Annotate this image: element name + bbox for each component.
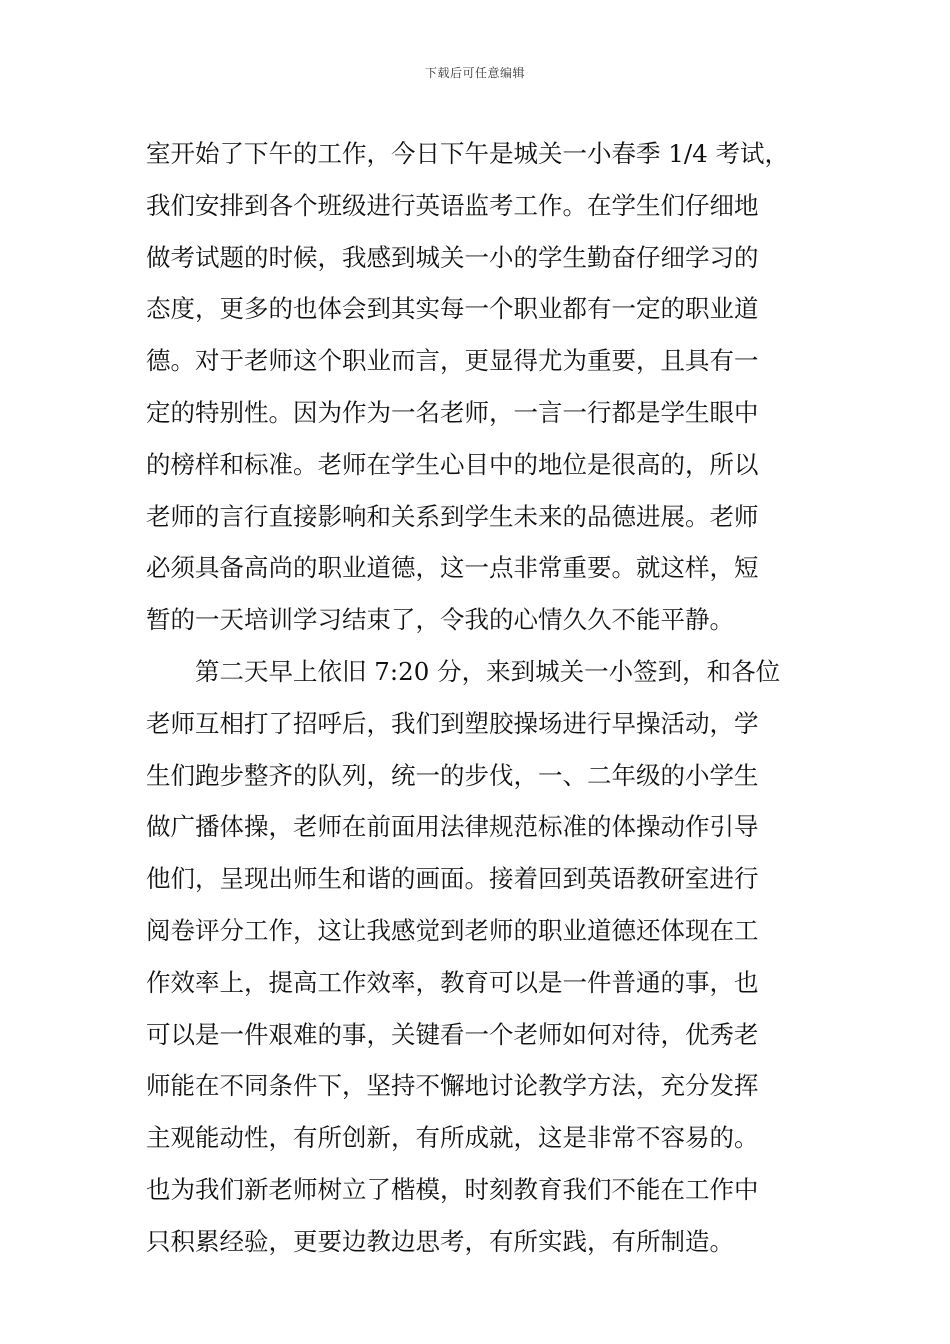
page-header-note: 下载后可任意编辑 [424,66,525,80]
text-line: 作效率上，提高工作效率，教育可以是一件普通的事，也 [146,967,759,997]
text-line: 做广播体操，老师在前面用法律规范标准的体操动作引导 [146,812,759,842]
text-line: 我们安排到各个班级进行英语监考工作。在学生们仔细地 [146,190,759,220]
text-line: 老师的言行直接影响和关系到学生未来的品德进展。老师 [146,501,759,531]
text-line: 师能在不同条件下，坚持不懈地讨论教学方法，充分发挥 [146,1071,759,1101]
text-line: 只积累经验，更要边教边思考，有所实践，有所制造。 [146,1226,734,1256]
text-line: 阅卷评分工作，这让我感觉到老师的职业道德还体现在工 [146,915,759,945]
text-line: 可以是一件艰难的事，关键看一个老师如何对待，优秀老 [146,1019,759,1049]
text-line: 他们，呈现出师生和谐的画面。接着回到英语教研室进行 [146,864,759,894]
text-line: 的榜样和标准。老师在学生心目中的地位是很高的，所以 [146,449,759,479]
text-line: 主观能动性，有所创新，有所成就，这是非常不容易的。 [146,1123,759,1153]
document-body [146,128,806,1268]
text-line: 态度，更多的也体会到其实每一个职业都有一定的职业道 [146,294,759,324]
text-line: 定的特别性。因为作为一名老师，一言一行都是学生眼中 [146,397,759,427]
text-line: 暂的一天培训学习结束了，令我的心情久久不能平静。 [146,605,734,635]
paragraph-start-line: 第二天早上依旧 7:20 分，来到城关一小签到，和各位 [195,656,781,686]
text-line: 德。对于老师这个职业而言，更显得尤为重要，且具有一 [146,346,759,376]
text-line: 生们跑步整齐的队列，统一的步伐，一、二年级的小学生 [146,760,759,790]
text-line: 必须具备高尚的职业道德，这一点非常重要。就这样，短 [146,553,759,583]
text-line: 老师互相打了招呼后，我们到塑胶操场进行早操活动，学 [146,708,759,738]
text-line: 做考试题的时候，我感到城关一小的学生勤奋仔细学习的 [146,242,759,272]
text-line: 也为我们新老师树立了楷模，时刻教育我们不能在工作中 [146,1174,759,1204]
text-line: 室开始了下午的工作，今日下午是城关一小春季 1/4 考试， [146,139,790,168]
